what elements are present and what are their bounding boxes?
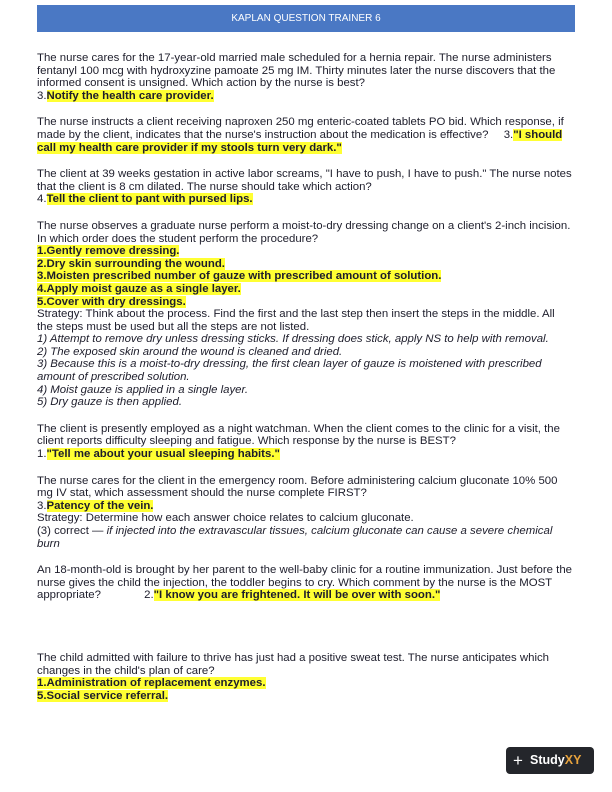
- question-4: [37, 220, 573, 409]
- rationale-line: 2) The exposed skin around the wound is cleaned and dried.: [37, 345, 343, 358]
- question-1: [37, 52, 573, 102]
- question-stem: The nurse observes a graduate nurse perform a moist-to-dry dressing change on a client's 2-inch incision. In which order does the student perform the procedure?: [37, 219, 571, 245]
- answer-highlight: "I should call my health care provider if my stools turn very dark.": [37, 128, 563, 154]
- rationale-line: 3) Because this is a moist-to-dry dressing, the first clean layer of gauze is moistened with prescribed amount of prescribed solution.: [37, 358, 542, 384]
- answer-highlight: "I know you are frightened. It will be over with soon.": [153, 589, 441, 602]
- rationale-line: 5) Dry gauze is then applied.: [37, 396, 182, 409]
- studyxy-badge[interactable]: [506, 747, 594, 774]
- answer-highlight: 1.Administration of replacement enzymes.: [37, 677, 266, 690]
- question-stem: The nurse cares for the client in the emergency room. Before administering calcium gluconate 10% 500 mg IV stat, which assessment should the nurse complete FIRST?: [37, 474, 558, 500]
- question-7: [37, 564, 573, 602]
- rationale-line: 4) Moist gauze is applied in a single layer.: [37, 383, 249, 396]
- answer-number: 3.: [503, 128, 514, 141]
- answer-step: 4.Apply moist gauze as a single layer.: [37, 282, 241, 295]
- answer-step: 3.Moisten prescribed number of gauze with prescribed amount of solution.: [37, 270, 442, 283]
- answer-number: 4.: [37, 193, 47, 206]
- answer-number: 3.: [37, 89, 47, 102]
- document-header: [37, 5, 575, 32]
- question-stem: The client is presently employed as a night watchman. When the client comes to the clinic for a visit, the client reports difficulty sleeping and fatigue. Which response by the nurse is BEST?: [37, 422, 560, 448]
- question-2: [37, 116, 573, 154]
- answer-step: 5.Cover with dry dressings.: [37, 295, 186, 308]
- question-list: [37, 52, 573, 702]
- question-stem: The child admitted with failure to thrive has just had a positive sweat test. The nurse anticipates which changes in the child's plan of care?: [37, 651, 550, 677]
- question-stem: The nurse instructs a client receiving naproxen 250 mg enteric-coated tablets PO bid. Which response, if made by the client, indicates that the nurse's instruction about the medication is effective?: [37, 116, 564, 141]
- badge-label: StudyXY: [530, 753, 582, 767]
- question-5: [37, 423, 573, 461]
- answer-highlight: "Tell me about your usual sleeping habits.": [46, 448, 280, 461]
- rationale-text: if injected into the extravascular tissues, calcium gluconate can cause a severe chemical burn: [37, 525, 553, 550]
- answer-step: 2.Dry skin surrounding the wound.: [37, 257, 225, 270]
- question-3: [37, 168, 573, 206]
- answer-highlight: Patency of the vein.: [46, 499, 154, 512]
- answer-number: 1.: [37, 448, 47, 461]
- question-6: [37, 475, 573, 551]
- question-stem: An 18-month-old is brought by her parent to the well-baby clinic for a routine immunization. Just before the nurse gives the child the injection, the toddler begins to cry. Which comment by the nurse is the MOST appropriate?: [37, 564, 573, 602]
- strategy-text: Strategy: Think about the process. Find the first and the last step then insert the steps in the middle. All the steps must be used but all the steps are not listed.: [37, 308, 555, 333]
- answer-highlight: 5.Social service referral.: [37, 689, 169, 702]
- header-title: KAPLAN QUESTION TRAINER 6: [231, 13, 381, 24]
- question-8: [37, 652, 573, 702]
- strategy-text: Strategy: Determine how each answer choice relates to calcium gluconate.: [37, 512, 414, 525]
- question-stem: The nurse cares for the 17-year-old married male scheduled for a hernia repair. The nurse administers fentanyl 100 mcg with hydroxyzine pamoate 25 mg IM. Thirty minutes later the nurse discovers that the informed consent is unsigned. Which action by the nurse is best?: [37, 52, 556, 90]
- answer-highlight: Tell the client to pant with pursed lips.: [46, 193, 253, 206]
- plus-icon: +: [513, 751, 523, 770]
- rationale-line: 1) Attempt to remove dry unless dressing sticks. If dressing does stick, apply NS to help with removal.: [37, 333, 549, 346]
- rationale-prefix: (3) correct —: [37, 525, 107, 537]
- answer-step: 1.Gently remove dressing.: [37, 245, 180, 258]
- question-stem: The client at 39 weeks gestation in active labor screams, "I have to push, I have to push." The nurse notes that the client is 8 cm dilated. The nurse should take which action?: [37, 168, 572, 193]
- answer-highlight: Notify the health care provider.: [46, 89, 214, 102]
- answer-number: 2.: [144, 589, 154, 602]
- answer-number: 3.: [37, 499, 47, 512]
